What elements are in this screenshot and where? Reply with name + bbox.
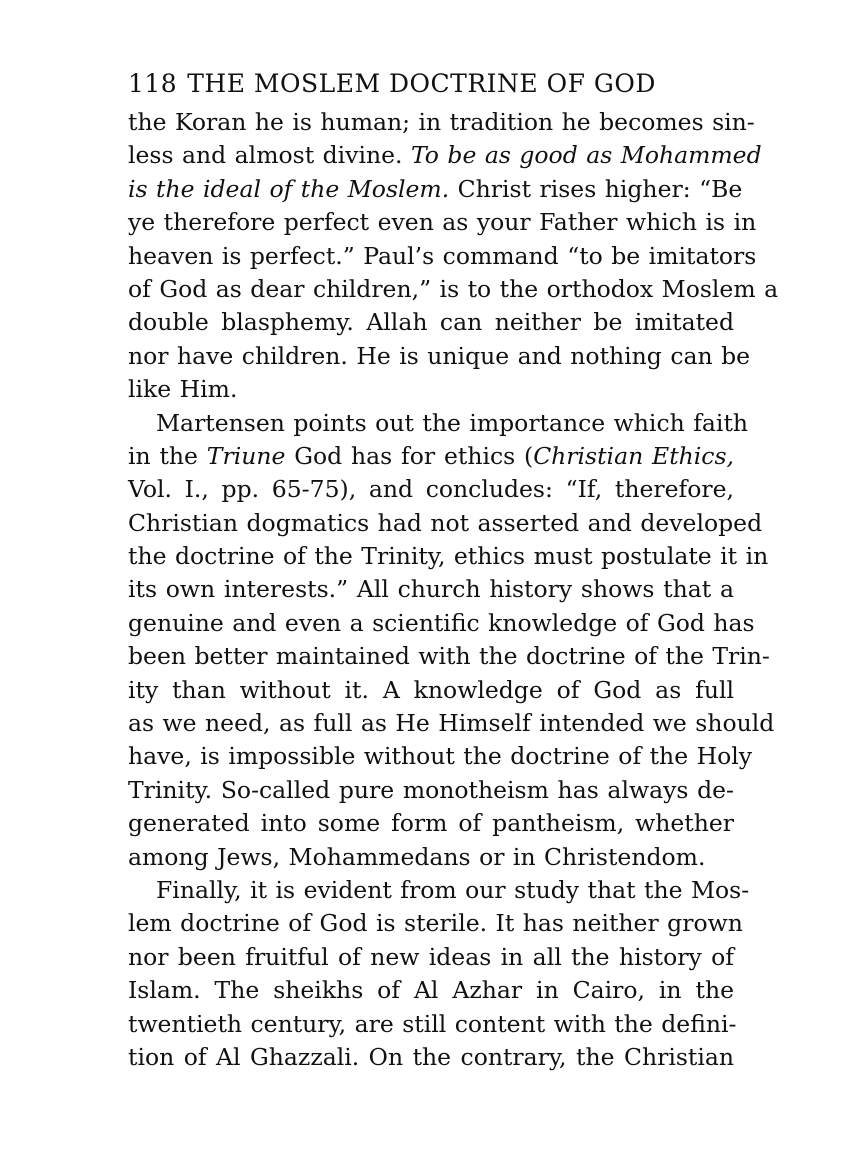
text-line xyxy=(128,841,734,874)
text-line xyxy=(128,674,734,707)
text-run: its own interests.” All church history shows that a xyxy=(128,575,734,604)
text-run: generated into some form of pantheism, whether xyxy=(128,809,734,838)
text-line xyxy=(128,640,770,673)
text-line xyxy=(128,974,734,1007)
text-line xyxy=(128,373,734,406)
text-run: nor been fruitful of new ideas in all the history of xyxy=(128,942,734,971)
text-run: been better maintained with the doctrine of the Trin- xyxy=(128,642,770,671)
text-run: Martensen points out the importance which faith xyxy=(156,408,749,437)
text-run: Vol. I., pp. 65-75), and concludes: “If, therefore, xyxy=(128,475,734,504)
running-header xyxy=(128,62,734,106)
text-line xyxy=(128,907,743,940)
text-line xyxy=(128,874,750,907)
text-line xyxy=(128,240,757,273)
text-line xyxy=(128,273,779,306)
text-run: heaven is perfect.” Paul’s command “to be imitators xyxy=(128,241,757,270)
text-run: Finally, it is evident from our study that the Mos- xyxy=(156,875,750,904)
text-line xyxy=(128,1041,734,1074)
text-run: double blasphemy. Allah can neither be imitated xyxy=(128,308,734,337)
page-number: 118 xyxy=(128,69,178,98)
text-run: as we need, as full as He Himself intended we should xyxy=(128,709,775,738)
text-line xyxy=(128,206,757,239)
text-run: Christian dogmatics had not asserted and developed xyxy=(128,508,763,537)
text-line xyxy=(128,941,734,974)
book-page xyxy=(128,62,779,1074)
text-line xyxy=(128,106,755,139)
text-run: lem doctrine of God is sterile. It has neither grown xyxy=(128,909,743,938)
paragraph xyxy=(128,874,750,1074)
paragraph xyxy=(128,106,779,407)
italic-text: Triune xyxy=(206,441,286,470)
text-line xyxy=(128,507,763,540)
text-line xyxy=(128,740,753,773)
text-line xyxy=(128,573,734,606)
text-run: God has for ethics ( xyxy=(285,441,534,470)
paragraph xyxy=(128,407,775,874)
text-line xyxy=(128,340,751,373)
text-run: Christ rises higher: “Be xyxy=(449,174,743,203)
text-run: among Jews, Mohammedans or in Christendom. xyxy=(128,842,706,871)
text-run: ity than without it. A knowledge of God as full xyxy=(128,675,734,704)
text-line xyxy=(128,807,734,840)
text-line xyxy=(128,607,755,640)
text-run: Islam. The sheikhs of Al Azhar in Cairo, in the xyxy=(128,976,734,1005)
text-line xyxy=(128,306,734,339)
running-title: THE MOSLEM DOCTRINE OF GOD xyxy=(187,69,656,98)
text-run: Trinity. So-called pure monotheism has always de- xyxy=(128,775,734,804)
text-run: in the xyxy=(128,441,207,470)
text-line xyxy=(128,1008,737,1041)
body-text xyxy=(128,106,779,1074)
text-line xyxy=(128,707,775,740)
text-run: the Koran he is human; in tradition he becomes sin- xyxy=(128,108,755,136)
text-run: have, is impossible without the doctrine of the Holy xyxy=(128,742,753,771)
italic-text: To be as good as Mohammed xyxy=(410,141,762,170)
text-run: genuine and even a scientific knowledge of God has xyxy=(128,608,755,637)
text-run: twentieth century, are still content with the defini- xyxy=(128,1009,737,1038)
text-line xyxy=(128,540,769,573)
text-run: nor have children. He is unique and nothing can be xyxy=(128,341,751,370)
text-run: of God as dear children,” is to the orthodox Moslem a xyxy=(128,274,779,303)
text-line xyxy=(128,139,762,172)
italic-text: Christian Ethics, xyxy=(533,441,734,470)
text-line xyxy=(128,440,734,473)
text-line xyxy=(128,774,734,807)
text-line xyxy=(128,473,734,506)
text-line xyxy=(128,407,749,440)
text-run: tion of Al Ghazzali. On the contrary, the Christian xyxy=(128,1042,734,1071)
italic-text: is the ideal of the Moslem. xyxy=(128,174,450,203)
text-run: like Him. xyxy=(128,375,238,404)
text-run: less and almost divine. xyxy=(128,141,411,170)
text-run: the doctrine of the Trinity, ethics must postulate it in xyxy=(128,542,769,571)
text-run: ye therefore perfect even as your Father which is in xyxy=(128,208,757,237)
text-line xyxy=(128,173,743,206)
